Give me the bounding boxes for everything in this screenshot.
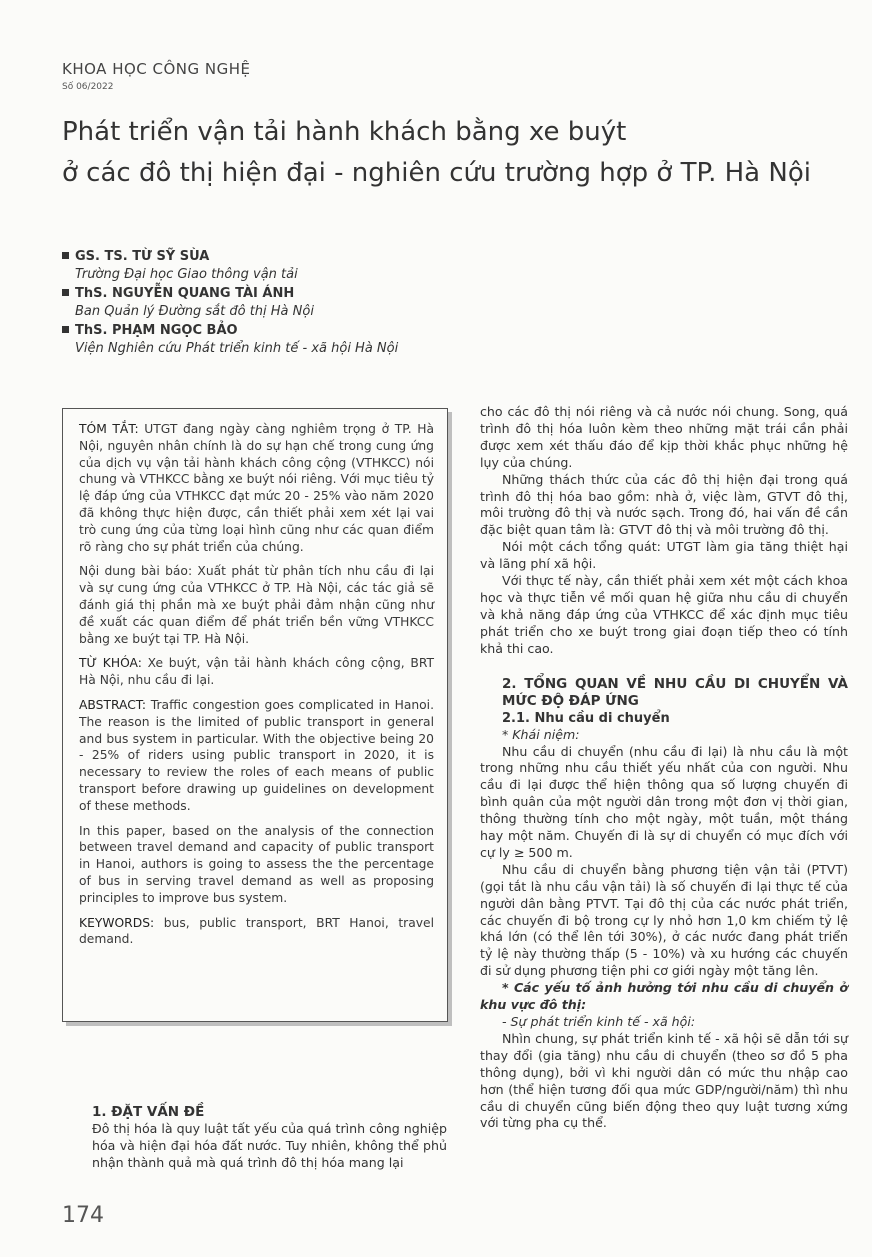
abstract-label: ABSTRACT: xyxy=(79,697,147,712)
abstract-text: Traffic congestion goes complicated in Hanoi. The reason is the limited of public transport in general and bus system in particular. With the objective being 20 - 25% of riders using public transport in 2020, it is necessary to review the roles of each means of public transport before drawing up guidelines on development of these methods. xyxy=(79,697,434,813)
page-number: 174 xyxy=(62,1203,104,1228)
factors-heading: * Các yếu tố ảnh hưởng tới nhu cầu di chuyển ở khu vực đô thị: xyxy=(480,980,848,1013)
paragraph: Những thách thức của các đô thị hiện đại trong quá trình đô thị hóa bao gồm: nhà ở, việc làm, GTVT đô thị, môi trường đô thị và nước sạch. Trong đó, hai vấn đề cần đặc biệt quan tâm là: GTVT đô thị và môi trường đô thị. xyxy=(480,471,848,538)
paragraph: Nói một cách tổng quát: UTGT làm gia tăng thiệt hại và lãng phí xã hội. xyxy=(480,539,848,572)
author-name: ThS. NGUYỄN QUANG TÀI ÁNH xyxy=(75,286,295,301)
tukhoa-label: TỪ KHÓA: xyxy=(79,656,142,671)
keywords-label: KEYWORDS: xyxy=(79,915,155,930)
section-1-paragraph: Đô thị hóa là quy luật tất yếu của quá trình công nghiệp hóa và hiện đại hóa đất nước. Tuy nhiên, không thể phủ nhận thành quả mà quá trình đô thị hóa mang lại xyxy=(92,1121,447,1170)
tomtat-label: TÓM TẮT: xyxy=(79,422,139,436)
title-line-1: Phát triển vận tải hành khách bằng xe buýt xyxy=(62,117,627,147)
paragraph: Với thực tế này, cần thiết phải xem xét một cách khoa học và thực tiễn về mối quan hệ giữa nhu cầu di chuyển và khả năng đáp ứng của VTHKCC để xác định mục tiêu phát triển cho xe buýt trong giai đoạn tiếp theo có tính khả thi cao. xyxy=(480,573,848,656)
section-1-heading: 1. ĐẶT VẤN ĐỀ xyxy=(92,1104,205,1120)
section-label: KHOA HỌC CÔNG NGHỆ xyxy=(62,60,251,78)
author-affiliation: Trường Đại học Giao thông vận tải xyxy=(75,267,298,282)
keywords-text: bus, public transport, BRT Hanoi, travel demand. xyxy=(79,915,434,947)
author-1 xyxy=(62,248,482,284)
paragraph: Nhu cầu di chuyển (nhu cầu đi lại) là nhu cầu là một trong những nhu cầu thiết yếu nhất của con người. Nhu cầu đi lại được thể hiện thông qua số lượng chuyến đi bình quân của một người dân trong một đơn vị thời gian, thông thường tính cho một ngày, một tuần, một tháng hay một năm. Chuyến đi là sự di chuyển có mục đích với cự ly ≥ 500 m. xyxy=(480,743,848,860)
author-name: ThS. PHẠM NGỌC BẢO xyxy=(75,323,238,338)
tukhoa-paragraph xyxy=(79,655,434,689)
paragraph: cho các đô thị nói riêng và cả nước nói chung. Song, quá trình đô thị hóa luôn kèm theo những mặt trái cần phải được xem xét thấu đáo để kịp thời khắc phục những hệ lụy của chúng. xyxy=(480,404,848,470)
author-affiliation: Viện Nghiên cứu Phát triển kinh tế - xã hội Hà Nội xyxy=(75,341,399,356)
khai-niem-label: * Khái niệm: xyxy=(502,726,580,742)
paper-paragraph: In this paper, based on the analysis of the connection between travel demand and capacity of public transport in Hanoi, authors is going to assess the the percentage of bus in serving travel demand as well as proposing principles to improve bus system. xyxy=(79,823,434,905)
right-column xyxy=(480,404,848,1132)
abstract-box xyxy=(62,408,448,1022)
paragraph: Nhu cầu di chuyển bằng phương tiện vận tải (PTVT) (gọi tắt là nhu cầu vận tải) là số chuyến đi lại thực tế của người dân bằng PTVT. Tại đô thị của các nước phát triển, các chuyến đi bộ trong cự ly nhỏ hơn 1,0 km chiếm tỷ lệ khá lớn (có thể lên tới 30%), ở các nước đang phát triển tỷ lệ này thường thấp (5 - 10%) và xu hướng các chuyến đi sử dụng phương tiện phi cơ giới ngày một tăng lên. xyxy=(480,861,848,979)
author-affiliation: Ban Quản lý Đường sắt đô thị Hà Nội xyxy=(75,304,314,319)
author-2 xyxy=(62,285,482,321)
author-name: GS. TS. TỪ SỸ SÙA xyxy=(75,249,210,264)
abstract-paragraph xyxy=(79,697,434,815)
economic-development-label: - Sự phát triển kinh tế - xã hội: xyxy=(502,1014,696,1029)
keywords-paragraph xyxy=(79,915,434,949)
tomtat-text: UTGT đang ngày càng nghiêm trọng ở TP. Hà Nội, nguyên nhân chính là do sự hạn chế trong cung ứng của dịch vụ vận tải hành khách công cộng (VTHKCC) nói chung và VTHKCC bằng xe buýt nói riêng. Với mục tiêu tỷ lệ đáp ứng của VTHKCC đạt mức 20 - 25% vào năm 2020 đã không thực hiện được, cần thiết phải xem xét lại vai trò cung ứng của từng loại hình cũng như các quan điểm rõ ràng cho sự phát triển của chúng. xyxy=(79,422,435,554)
article-title xyxy=(62,112,852,194)
author-list xyxy=(62,248,482,359)
paragraph: Nhìn chung, sự phát triển kinh tế - xã hội sẽ dẫn tới sự thay đổi (gia tăng) nhu cầu di chuyển (theo sơ đồ 5 pha thông dụng), bởi vì khi người dân có mức thu nhập cao hơn (thể hiện tương đối qua mức GDP/người/năm) thì nhu cầu di chuyển cũng biến động theo quy luật tương xứng với từng pha cụ thể. xyxy=(480,1030,848,1131)
subsection-2-1-heading: 2.1. Nhu cầu di chuyển xyxy=(502,710,670,726)
left-column xyxy=(92,1104,447,1172)
section-2-heading: 2. TỔNG QUAN VỀ NHU CẦU DI CHUYỂN VÀ MỨC ĐỘ ĐÁP ỨNG xyxy=(502,675,848,709)
bullet-icon xyxy=(62,326,69,333)
noidung-paragraph: Nội dung bài báo: Xuất phát từ phân tích nhu cầu đi lại và sự cung ứng của VTHKCC ở TP. Hà Nội, các tác giả sẽ đánh giá thị phần mà xe buýt phải đảm nhận cũng như đề xuất các quan điểm để phát triển bền vững VTHKCC bằng xe buýt tại TP. Hà Nội. xyxy=(79,564,434,646)
title-line-2: ở các đô thị hiện đại - nghiên cứu trường hợp ở TP. Hà Nội xyxy=(62,158,811,188)
bullet-icon xyxy=(62,289,69,296)
issue-label: Số 06/2022 xyxy=(62,82,114,92)
bullet-icon xyxy=(62,252,69,259)
tomtat-paragraph xyxy=(79,421,434,555)
tukhoa-text: Xe buýt, vận tải hành khách công cộng, BRT Hà Nội, nhu cầu đi lại. xyxy=(79,656,435,688)
author-3 xyxy=(62,322,482,358)
